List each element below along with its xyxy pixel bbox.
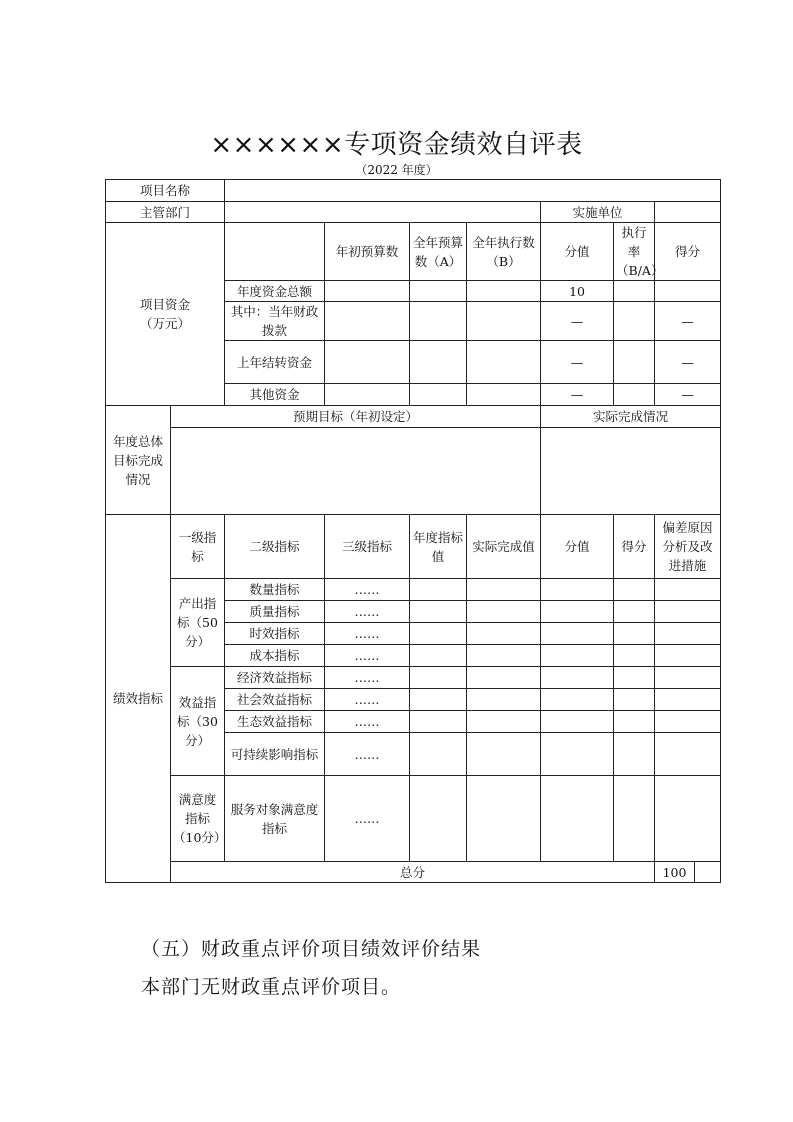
perf-label: 绩效指标	[106, 515, 171, 883]
indicator-sustain: 可持续影响指标	[225, 733, 325, 776]
ellipsis: ……	[325, 711, 410, 733]
total-label: 总分	[171, 862, 655, 883]
row-carry-label: 上年结转资金	[225, 341, 325, 384]
self-evaluation-table	[105, 179, 721, 883]
dept-value	[225, 202, 541, 223]
funds-header-blank	[225, 223, 325, 281]
indicator-time: 时效指标	[225, 623, 325, 645]
ellipsis: ……	[325, 689, 410, 711]
col-score: 分值	[541, 223, 614, 281]
h-level1: 一级指标	[171, 515, 225, 579]
funds-label: 项目资金 （万元）	[106, 223, 225, 406]
unit-label: 实施单位	[541, 202, 655, 223]
row-total-score: 10	[541, 281, 614, 302]
project-name-value	[225, 180, 721, 202]
goal-actual-value	[541, 428, 721, 515]
h-got: 得分	[614, 515, 655, 579]
dash: —	[541, 302, 614, 341]
group-benefit: 效益指标（30分）	[171, 667, 225, 776]
h-target: 年度指标值	[410, 515, 467, 579]
indicator-quality: 质量指标	[225, 601, 325, 623]
goal-expected-value	[171, 428, 541, 515]
ellipsis: ……	[325, 579, 410, 601]
form-year: （2022 年度）	[355, 163, 438, 177]
h-reason: 偏差原因分析及改进措施	[655, 515, 721, 579]
dash: —	[655, 341, 721, 384]
dash: —	[541, 341, 614, 384]
group-satisfaction: 满意度指标（10分）	[171, 776, 225, 862]
col-budget: 全年预算数（A）	[410, 223, 467, 281]
col-got: 得分	[655, 223, 721, 281]
col-initial: 年初预算数	[325, 223, 410, 281]
ellipsis: ……	[325, 623, 410, 645]
project-name-label: 项目名称	[106, 180, 225, 202]
col-rate: 执行率（B/A）	[614, 223, 655, 281]
dash: —	[655, 384, 721, 406]
ellipsis: ……	[325, 667, 410, 689]
h-actual: 实际完成值	[467, 515, 541, 579]
h-score: 分值	[541, 515, 614, 579]
row-other-label: 其他资金	[225, 384, 325, 406]
unit-value	[655, 202, 721, 223]
row-total-label: 年度资金总额	[225, 281, 325, 302]
indicator-econ: 经济效益指标	[225, 667, 325, 689]
ellipsis: ……	[325, 645, 410, 667]
goal-label: 年度总体目标完成情况	[106, 406, 171, 515]
row-fiscal-label: 其中：当年财政拨款	[225, 302, 325, 341]
group-output: 产出指标（50分）	[171, 579, 225, 667]
ellipsis: ……	[325, 601, 410, 623]
ellipsis: ……	[325, 776, 410, 862]
form-title: ××××××专项资金绩效自评表	[210, 130, 583, 160]
dash: —	[541, 384, 614, 406]
h-level2: 二级指标	[225, 515, 325, 579]
indicator-social: 社会效益指标	[225, 689, 325, 711]
indicator-eco: 生态效益指标	[225, 711, 325, 733]
indicator-cost: 成本指标	[225, 645, 325, 667]
h-level3: 三级指标	[325, 515, 410, 579]
section-5-heading: （五）财政重点评价项目绩效评价结果	[141, 938, 482, 960]
col-exec: 全年执行数（B）	[467, 223, 541, 281]
indicator-qty: 数量指标	[225, 579, 325, 601]
indicator-service: 服务对象满意度指标	[225, 776, 325, 862]
goal-expected-label: 预期目标（年初设定）	[171, 406, 541, 428]
dash: —	[655, 302, 721, 341]
total-score: 100	[655, 862, 695, 883]
ellipsis: ……	[325, 733, 410, 776]
goal-actual-label: 实际完成情况	[541, 406, 721, 428]
dept-label: 主管部门	[106, 202, 225, 223]
section-5-body: 本部门无财政重点评价项目。	[141, 976, 402, 998]
